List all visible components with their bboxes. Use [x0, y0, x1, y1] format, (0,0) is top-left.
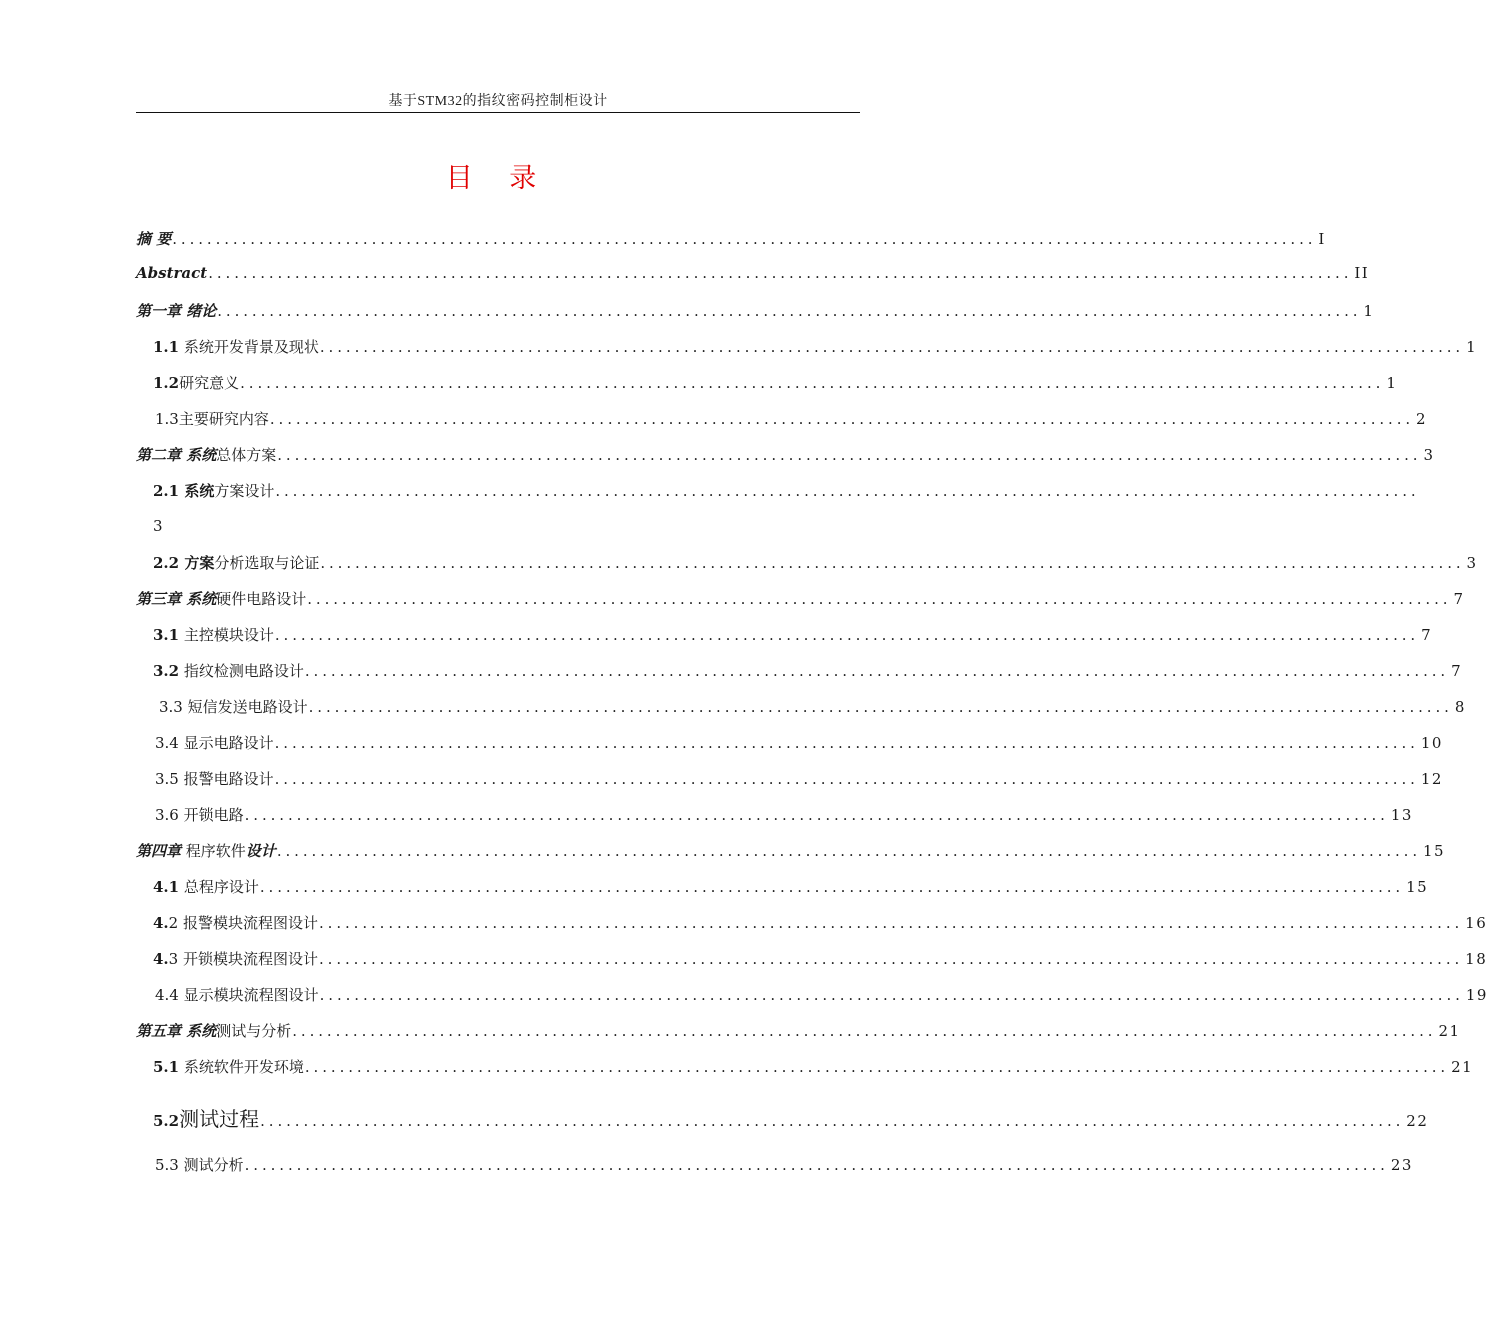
- toc-entry-label: 3.5 报警电路设计: [155, 770, 274, 788]
- toc-entry-1-2[interactable]: [153, 372, 1398, 394]
- toc-page-number: 3: [1466, 554, 1478, 572]
- toc-leader-dots: ....................................................................................................................................: [318, 914, 1464, 932]
- toc-leader-dots: ....................................................................................................................................: [274, 734, 1419, 752]
- toc-entry-number: 5.2: [153, 1112, 180, 1130]
- toc-entry-chapter-3[interactable]: [136, 588, 1465, 610]
- toc-entry-3-1[interactable]: [153, 624, 1433, 646]
- toc-entry-4-2[interactable]: [153, 912, 1488, 934]
- toc-leader-dots: ....................................................................................................................................: [318, 950, 1464, 968]
- toc-leader-dots: ....................................................................................................................................: [274, 770, 1419, 788]
- toc-entry-number: 1.2: [153, 374, 180, 392]
- toc-leader-dots: ....................................................................................................................................: [259, 878, 1405, 896]
- toc-leader-dots: ....................................................................................................................................: [304, 1058, 1450, 1076]
- toc-entry-label: 第五章 系统: [136, 1022, 217, 1040]
- toc-entry-2-1[interactable]: [153, 480, 1420, 502]
- toc-entry-label: 分析选取与论证: [214, 554, 320, 572]
- toc-leader-dots: ....................................................................................................................................: [319, 338, 1465, 356]
- toc-entry-label-rest: 程序软件: [181, 842, 246, 860]
- toc-entry-label-rest: 硬件电路设计: [216, 590, 307, 608]
- toc-entry-label: 3.6 开锁电路: [155, 806, 244, 824]
- toc-leader-dots: ....................................................................................................................................: [240, 374, 1385, 392]
- toc-entry-number: 4.1: [153, 878, 180, 896]
- toc-entry-5-3[interactable]: [155, 1154, 1413, 1176]
- toc-entry-3-2[interactable]: [153, 660, 1463, 682]
- toc-page-number: 8: [1454, 698, 1466, 716]
- toc-leader-dots: ....................................................................................................................................: [308, 698, 1453, 716]
- toc-leader-dots: ....................................................................................................................................: [319, 986, 1464, 1004]
- toc-entry-label: 2 报警模块流程图设计: [168, 914, 318, 932]
- toc-entry-4-1[interactable]: [153, 876, 1429, 898]
- toc-entry-number: 3.2: [153, 662, 180, 680]
- toc-entry-4-3[interactable]: [153, 948, 1488, 970]
- toc-entry-3-5[interactable]: [155, 768, 1443, 790]
- toc-entry-label-rest: 总体方案: [216, 446, 277, 464]
- toc-page-number: 1: [1363, 302, 1375, 320]
- toc-leader-dots: ....................................................................................................................................: [217, 302, 1362, 320]
- toc-entry-chapter-1[interactable]: [136, 300, 1375, 322]
- toc-entry-number: 4.: [153, 914, 169, 932]
- toc-entry-label: 摘 要: [136, 230, 172, 248]
- toc-leader-dots: ....................................................................................................................................: [244, 806, 1389, 824]
- toc-entry-label-rest: 测试与分析: [216, 1022, 292, 1040]
- toc-leader-dots: ....................................................................................................................................: [208, 264, 1353, 282]
- toc-entry-abstract-cn[interactable]: [136, 228, 1326, 250]
- toc-entry-label: 主控模块设计: [179, 626, 274, 644]
- toc-entry-abstract-en[interactable]: [136, 264, 1370, 286]
- toc-page-number: 18: [1465, 950, 1488, 968]
- toc-entry-label: 第二章 系统: [136, 446, 217, 464]
- toc-page-number: 3: [153, 517, 163, 535]
- toc-leader-dots: ....................................................................................................................................: [320, 554, 1465, 572]
- toc-page-number: 7: [1421, 626, 1433, 644]
- toc-entry-label-tail: 设计: [245, 842, 276, 860]
- toc-page-number: 21: [1451, 1058, 1474, 1076]
- toc-page-number: 10: [1420, 734, 1443, 752]
- toc-entry-3-6[interactable]: [155, 804, 1413, 826]
- toc-page-number: 12: [1420, 770, 1443, 788]
- toc-page-number: 3: [1423, 446, 1435, 464]
- toc-entry-label: 3 开锁模块流程图设计: [168, 950, 318, 968]
- toc-entry-3-4[interactable]: [155, 732, 1443, 754]
- toc-leader-dots: ....................................................................................................................................: [172, 230, 1317, 248]
- toc-entry-5-2[interactable]: [153, 1103, 1429, 1131]
- toc-page-number: I: [1318, 230, 1326, 248]
- toc-page-number: 22: [1406, 1112, 1429, 1130]
- toc-page-number: 1: [1386, 374, 1398, 392]
- toc-leader-dots: ....................................................................................................................................: [304, 662, 1450, 680]
- toc-entry-label: 研究意义: [179, 374, 240, 392]
- toc-entry-4-4[interactable]: [155, 984, 1488, 1006]
- toc-page-number: 19: [1465, 986, 1488, 1004]
- toc-leader-dots: ....................................................................................................................................: [260, 1112, 1405, 1130]
- toc-title: 目 录: [445, 163, 551, 194]
- toc-entry-chapter-4[interactable]: [136, 840, 1446, 862]
- toc-entry-label: 第一章 绪论: [136, 302, 217, 320]
- toc-leader-dots: ....................................................................................................................................: [244, 1156, 1389, 1174]
- toc-page-number: 7: [1453, 590, 1465, 608]
- toc-page-number: 13: [1390, 806, 1413, 824]
- toc-page-number: 15: [1423, 842, 1446, 860]
- toc-entry-label: 第三章 系统: [136, 590, 217, 608]
- toc-page-number: 16: [1465, 914, 1488, 932]
- toc-entry-number: 5.1: [153, 1058, 180, 1076]
- toc-entry-number: 2.2 方案: [153, 554, 215, 572]
- toc-entry-2-2[interactable]: [153, 552, 1478, 574]
- toc-page-number: 7: [1451, 662, 1463, 680]
- toc-entry-number: 2.1 系统: [153, 482, 215, 500]
- toc-page-number: 15: [1406, 878, 1429, 896]
- toc-leader-dots: ....................................................................................................................................: [275, 482, 1420, 500]
- toc-entry-1-1[interactable]: [153, 336, 1478, 358]
- toc-entry-number: 4.: [153, 950, 169, 968]
- page-header-title: 基于STM32的指纹密码控制柜设计: [388, 94, 608, 109]
- toc-entry-chapter-5[interactable]: [136, 1020, 1461, 1042]
- toc-entry-label: 指纹检测电路设计: [179, 662, 304, 680]
- toc-entry-5-1[interactable]: [153, 1056, 1474, 1078]
- toc-leader-dots: ....................................................................................................................................: [292, 1022, 1437, 1040]
- toc-entry-label: 3.4 显示电路设计: [155, 734, 274, 752]
- toc-entry-label: 第四章: [136, 842, 182, 860]
- toc-entry-3-3[interactable]: [159, 696, 1466, 718]
- toc-page-number: 21: [1438, 1022, 1461, 1040]
- toc-entry-label: Abstract: [136, 264, 208, 282]
- toc-entry-label: 4.4 显示模块流程图设计: [155, 986, 319, 1004]
- toc-entry-chapter-2[interactable]: [136, 444, 1435, 466]
- toc-entry-number: 3.1: [153, 626, 180, 644]
- toc-entry-label: 总程序设计: [179, 878, 259, 896]
- toc-leader-dots: ....................................................................................................................................: [307, 590, 1452, 608]
- toc-entry-label: 系统软件开发环境: [179, 1058, 304, 1076]
- toc-entry-label: 测试过程: [179, 1107, 260, 1131]
- toc-page-number: 23: [1390, 1156, 1413, 1174]
- toc-leader-dots: ....................................................................................................................................: [277, 446, 1422, 464]
- toc-entry-label: 系统开发背景及现状: [179, 338, 319, 356]
- toc-page-number: II: [1354, 264, 1370, 282]
- toc-entry-label: 3.3 短信发送电路设计: [159, 698, 308, 716]
- toc-page-number: 2: [1416, 410, 1428, 428]
- toc-page-number: 1: [1466, 338, 1478, 356]
- toc-leader-dots: ....................................................................................................................................: [269, 410, 1415, 428]
- toc-leader-dots: ....................................................................................................................................: [274, 626, 1420, 644]
- toc-entry-label: 方案设计: [214, 482, 275, 500]
- toc-entry-label: 5.3 测试分析: [155, 1156, 244, 1174]
- toc-entry-1-3[interactable]: [155, 408, 1428, 430]
- toc-leader-dots: ....................................................................................................................................: [276, 842, 1421, 860]
- toc-entry-label: 1.3主要研究内容: [155, 410, 269, 428]
- toc-entry-number: 1.1: [153, 338, 180, 356]
